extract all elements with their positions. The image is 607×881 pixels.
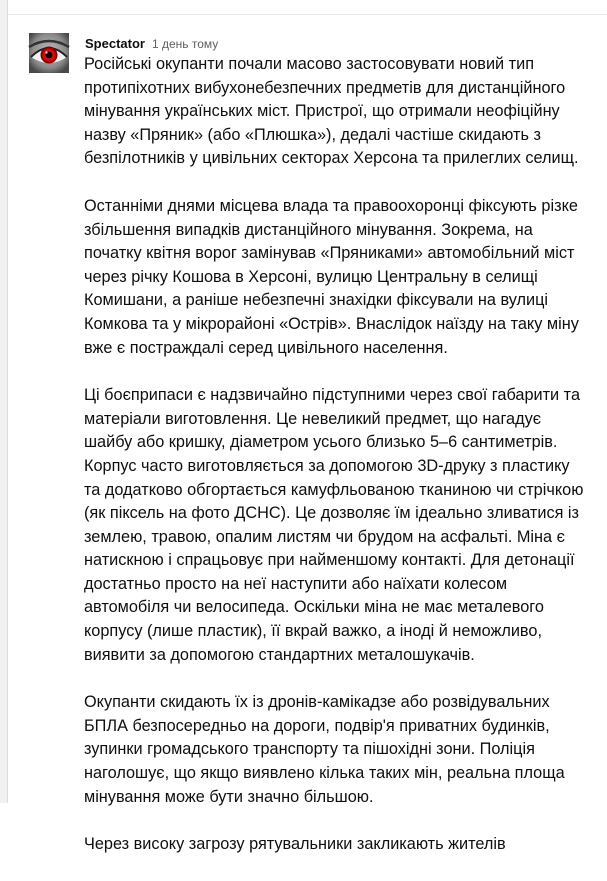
panel-left-edge: [0, 0, 8, 803]
comment-body: [84, 53, 589, 881]
comment-timestamp[interactable]: 1 день тому: [151, 37, 219, 51]
comment-paragraph: Через високу загрозу рятувальники закликають жителів: [84, 835, 506, 854]
comment-paragraph: Ці боєприпаси є надзвичайно підступними через свої габарити та матеріали виготовлення. Це невеликий предмет, що нагадує шайбу або кришку, діаметром усього близько 5–6 сантиметрів. Корпус часто виготовляється за допомогою 3D-друку з пластику та додатково обгортається камуфльованою тканиною чи стрічкою (як піксель на фото ДСНС). Це дозволяє їм ідеально зливатися із землею, травою, опалим листям чи брудом на асфальті. Міна є натискною і спрацьовує при найменшому контакті. Для детонації достатньо просто на неї наступити або наїхати колесом автомобіля чи велосипеда. Оскільки міна не має металевого корпусу (лише пластик), її вкрай важко, а іноді й неможливо, виявити за допомогою стандартних металошукачів.: [84, 386, 584, 664]
comment-paragraph: Останніми днями місцева влада та правоохоронці фіксують різке збільшення випадків дистанційного мінування. Зокрема, на початку квітня ворог замінував «Пряниками» автомобільний міст через річку Кошова в Херсоні, вулицю Центральну в селищі Комишани, а раніше небезпечні знахідки фіксували на вулиці Комкова та у мікрорайоні «Острів». Внаслідок наїзду на таку міну вже є постраждалі серед цивільного населення.: [84, 196, 579, 357]
comment-header: [85, 35, 218, 53]
comment-paragraph: Російські окупанти почали масово застосовувати новий тип протипіхотних вибухонебезпечних предметів для дистанційного мінування українських міст. Пристрої, що отримали неофіційну назву «Пряник» (або «Плюшка»), дедалі частіше скидають з безпілотників у цивільних секторах Херсона та прилеглих селищ.: [84, 55, 579, 168]
comment: [8, 15, 607, 854]
panel-top-edge: [8, 0, 607, 15]
comment-author[interactable]: Spectator: [85, 36, 145, 51]
avatar-eye-image: [29, 33, 69, 73]
avatar[interactable]: [29, 33, 69, 73]
comment-paragraph: Окупанти скидають їх із дронів-камікадзе або розвідувальних БПЛА безпосередньо на дороги, подвір'я приватних будинків, зупинки громадського транспорту та пішохідні зони. Поліція наголошує, що якщо виявлено кілька таких мін, реальна площа мінування може бути значно більшою.: [84, 693, 565, 806]
